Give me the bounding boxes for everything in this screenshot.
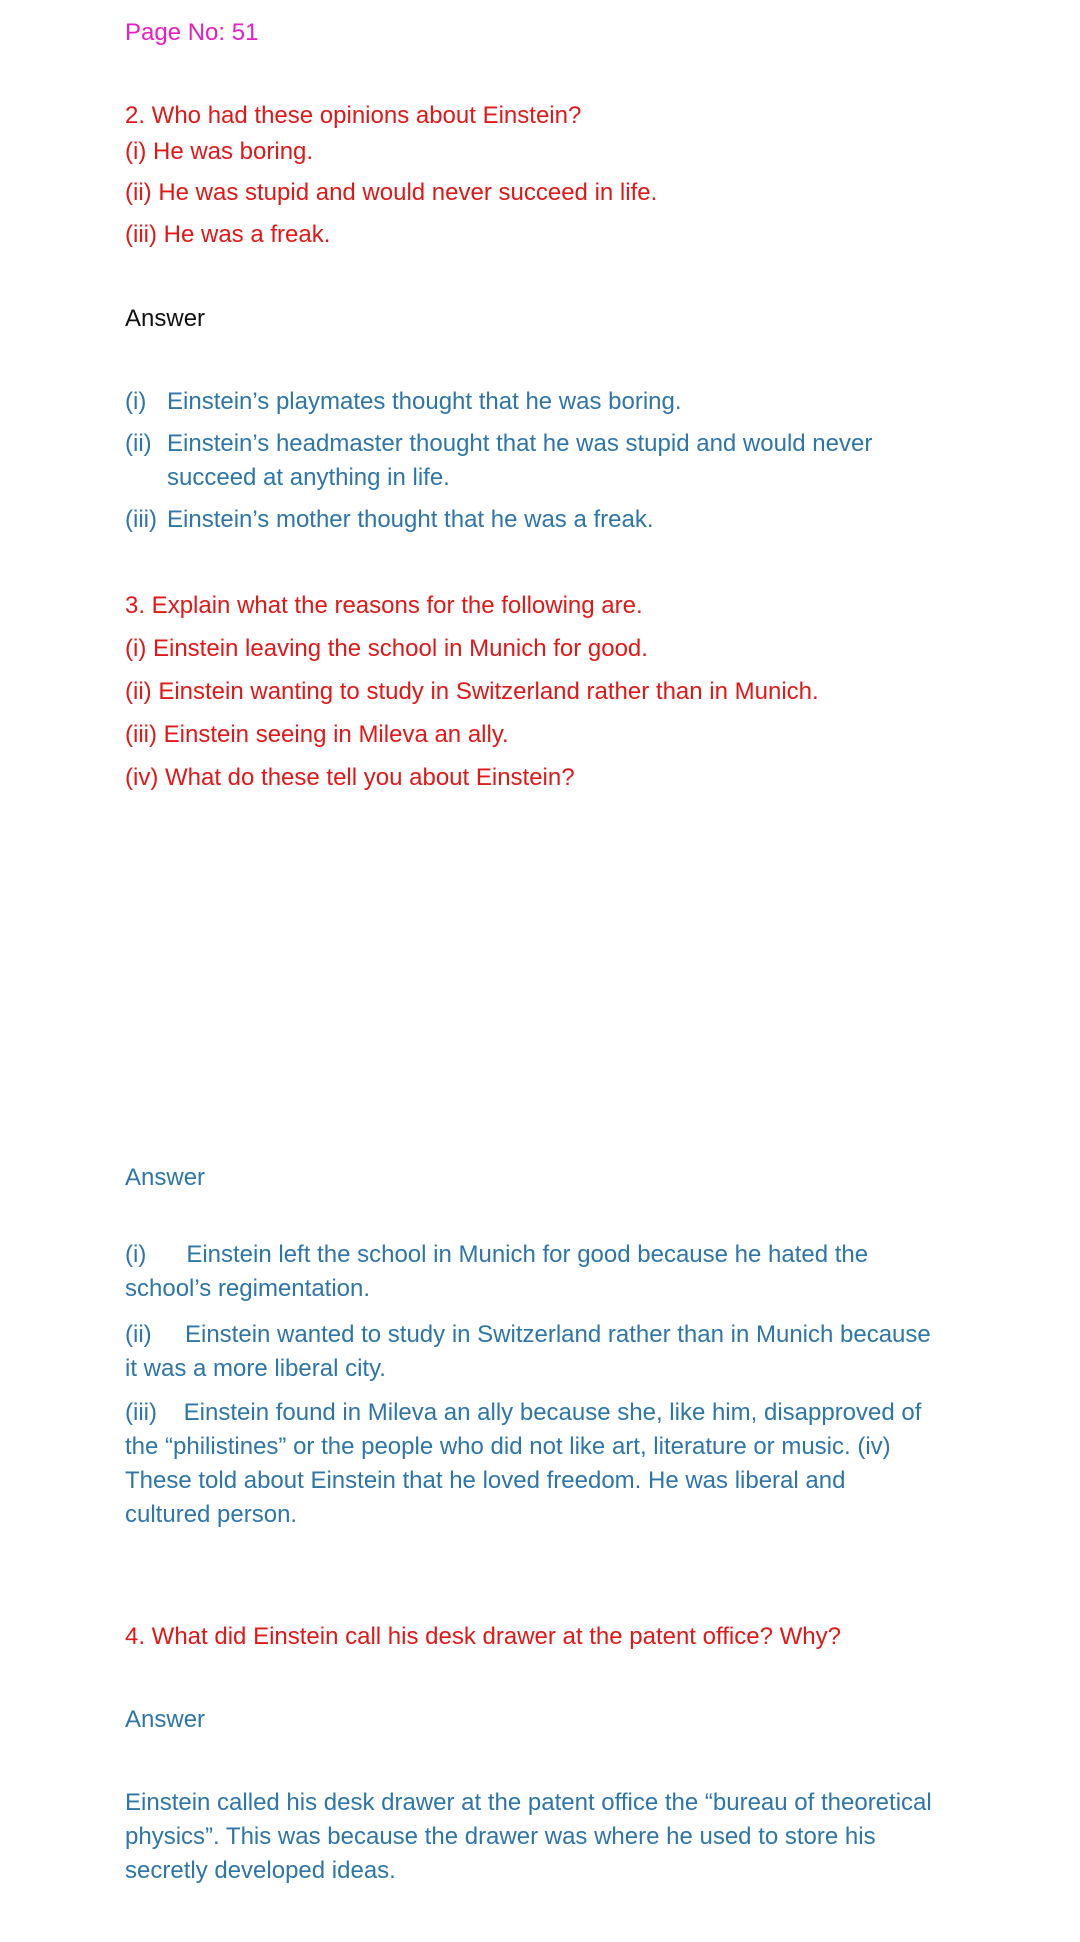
page-number: Page No: 51 (125, 19, 259, 46)
question-2-item-ii: (ii) He was stupid and would never succeed in life. (125, 179, 658, 206)
answer-2-label: Answer (125, 305, 206, 332)
question-3-item-iii: (iii) Einstein seeing in Mileva an ally. (125, 721, 509, 748)
answer-2-item-ii-text: Einstein’s headmaster thought that he was stupid and would never succeed at anything in life. (167, 430, 873, 491)
answer-2-item-ii (125, 427, 945, 495)
question-2: 2. Who had these opinions about Einstein? (125, 102, 582, 129)
question-3-item-ii: (ii) Einstein wanting to study in Switzerland rather than in Munich. (125, 678, 819, 705)
question-3: 3. Explain what the reasons for the following are. (125, 592, 643, 619)
question-3-item-iv: (iv) What do these tell you about Einstein? (125, 764, 575, 791)
answer-2-item-iii (125, 503, 945, 537)
answer-2-item-iii-text: Einstein’s mother thought that he was a freak. (167, 506, 654, 533)
answer-4-text: Einstein called his desk drawer at the patent office the “bureau of theoretical physics”. This was because the drawer was where he used to store his secretly developed ideas. (125, 1789, 932, 1884)
answer-3-item-ii: (ii) Einstein wanted to study in Switzerland rather than in Munich because it was a more liberal city. (125, 1321, 938, 1382)
question-2-item-i: (i) He was boring. (125, 138, 314, 165)
answer-2-item-iii-number: (iii) (125, 506, 157, 533)
answer-2-item-ii-number: (ii) (125, 430, 152, 457)
answer-2-item-i-number: (i) (125, 388, 147, 415)
question-3-item-i: (i) Einstein leaving the school in Munich for good. (125, 635, 648, 662)
answer-2-item-i (125, 385, 945, 419)
answer-4-label: Answer (125, 1706, 206, 1733)
answer-3-item-iii: (iii) Einstein found in Mileva an ally because she, like him, disapproved of the “philistines” or the people who did not like art, literature or music. (iv) These told about Einstein that he loved freedom. He was liberal and cultured person. (125, 1399, 929, 1528)
question-4: 4. What did Einstein call his desk drawer at the patent office? Why? (125, 1623, 841, 1650)
answer-3-item-i: (i) Einstein left the school in Munich for good because he hated the school’s regimentation. (125, 1241, 875, 1302)
question-2-item-iii: (iii) He was a freak. (125, 221, 331, 248)
answer-2-item-i-text: Einstein’s playmates thought that he was boring. (167, 388, 682, 415)
answer-3-label: Answer (125, 1164, 206, 1191)
